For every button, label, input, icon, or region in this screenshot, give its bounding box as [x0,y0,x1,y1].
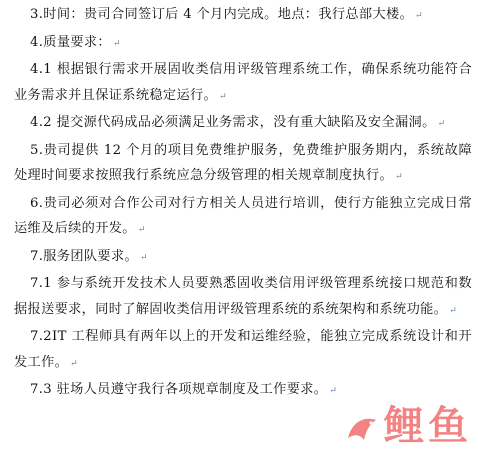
paragraph-mark-icon: ↵ [112,38,121,49]
paragraph-7-team-heading [0,244,478,272]
paragraph-7-1 [0,271,478,324]
paragraph-4-2 [0,110,478,138]
paragraph-mark-icon: ↵ [329,386,338,396]
paragraph-text: 4.1 根据银行需求开展固收类信用评级管理系统工作，确保系统功能符合业务需求并且保证系统稳定运行。 [14,62,472,103]
paragraph-mark-icon: ↵ [70,358,79,369]
paragraph-mark-icon: ↵ [449,305,458,316]
paragraph-text: 7.2IT 工程师具有两年以上的开发和运维经验，能独立完成系统设计和开发工作。 [14,329,472,370]
paragraph-text: 5.贵司提供 12 个月的项目免费维护服务，免费维护服务期内，系统故障处理时间要求按照我行系统应急分级管理的相关规章制度执行。 [14,142,472,183]
paragraph-mark-icon: ↵ [219,91,227,102]
watermark-logo [344,403,472,449]
paragraph-7-2 [0,324,478,377]
paragraph-mark-icon: ↵ [395,172,403,182]
paragraph-text: 7.3 驻场人员遵守我行各项规章制度及工作要求。 [30,382,328,397]
paragraph-mark-icon: ↵ [140,252,148,263]
paragraph-text: 4.2 提交源代码成品必须满足业务需求，没有重大缺陷及安全漏洞。 [30,115,436,130]
paragraph-time-location [0,2,478,30]
paragraph-mark-icon: ↵ [415,11,423,21]
paragraph-text: 4.质量要求： [30,34,111,50]
paragraph-5-maintenance [0,138,478,191]
paragraph-text: 6.贵司必须对合作公司对行方相关人员进行培训，使行方能独立完成日常运维及后续的开发。 [14,195,472,236]
paragraph-4-1 [0,57,478,110]
paragraph-text: 7.服务团队要求。 [30,248,139,264]
paragraph-text: 7.1 参与系统开发技术人员要熟悉固收类信用评级管理系统接口规范和数据报送要求，同时了解固收类信用评级管理系统的系统架构和系统功能。 [14,276,472,317]
paragraph-7-3 [0,377,478,405]
paragraph-6-training [0,191,478,244]
paragraph-text: 3.时间：贵司合同签订后 4 个月内完成。地点：我行总部大楼。 [30,7,414,22]
paragraph-mark-icon: ↵ [137,225,146,235]
watermark-text: 鲤鱼 [384,403,472,449]
paragraph-mark-icon: ↵ [437,119,446,129]
koi-fish-logo-icon [344,412,380,446]
paragraph-quality-heading [0,30,478,58]
